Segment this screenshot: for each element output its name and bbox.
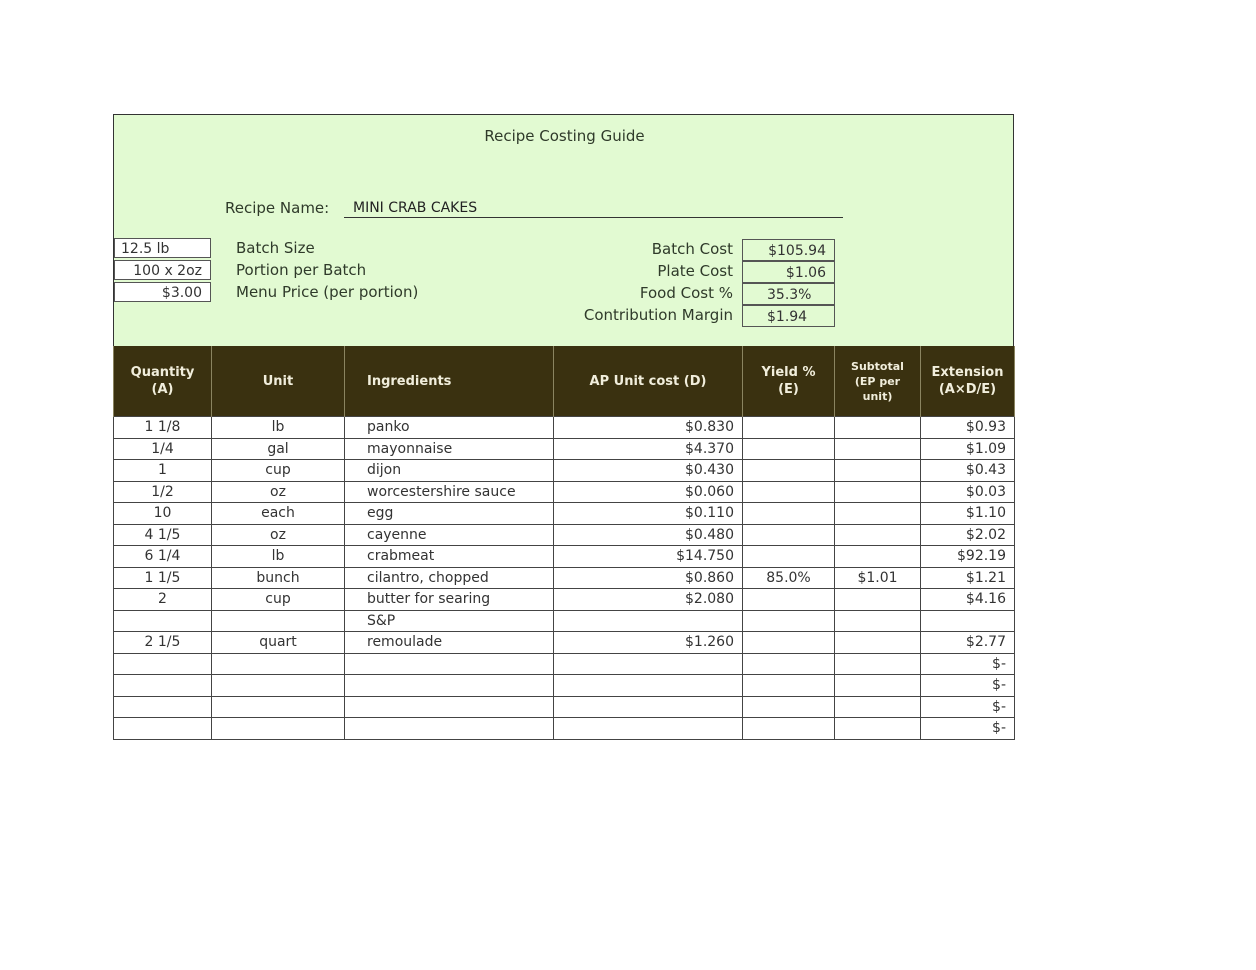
unit-cell[interactable]: each — [212, 503, 345, 525]
table-row — [114, 460, 1015, 482]
unit-cell[interactable]: cup — [212, 589, 345, 611]
yield-cell[interactable] — [743, 524, 835, 546]
unit-cell[interactable]: quart — [212, 632, 345, 654]
menu-price-cell[interactable]: $3.00 — [114, 282, 211, 302]
ap-unit-cost-cell[interactable] — [554, 675, 743, 697]
quantity-cell[interactable] — [114, 696, 212, 718]
page-title: Recipe Costing Guide — [484, 127, 645, 145]
yield-cell[interactable] — [743, 417, 835, 439]
subtotal-cell[interactable] — [835, 610, 921, 632]
ap-unit-cost-cell[interactable]: $0.480 — [554, 524, 743, 546]
unit-cell[interactable]: lb — [212, 546, 345, 568]
ingredient-cell[interactable]: cilantro, chopped — [345, 567, 554, 589]
table-row — [114, 438, 1015, 460]
ingredient-cell[interactable] — [345, 653, 554, 675]
subtotal-cell[interactable] — [835, 460, 921, 482]
ap-unit-cost-cell[interactable]: $4.370 — [554, 438, 743, 460]
yield-cell[interactable] — [743, 718, 835, 740]
ap-unit-cost-cell[interactable]: $14.750 — [554, 546, 743, 568]
yield-cell[interactable] — [743, 632, 835, 654]
subtotal-cell[interactable] — [835, 438, 921, 460]
table-row — [114, 524, 1015, 546]
ingredient-cell[interactable] — [345, 718, 554, 740]
ap-unit-cost-cell[interactable] — [554, 610, 743, 632]
batch-size-label: Batch Size — [236, 239, 315, 257]
batch-cost-cell[interactable]: $105.94 — [742, 239, 835, 261]
quantity-cell[interactable] — [114, 653, 212, 675]
quantity-cell[interactable]: 6 1/4 — [114, 546, 212, 568]
ingredient-cell[interactable]: cayenne — [345, 524, 554, 546]
quantity-cell[interactable]: 2 — [114, 589, 212, 611]
subtotal-cell[interactable] — [835, 632, 921, 654]
unit-cell[interactable] — [212, 675, 345, 697]
portion-per-batch-label: Portion per Batch — [236, 261, 367, 279]
ingredients-table — [113, 346, 1015, 740]
subtotal-cell[interactable]: $1.01 — [835, 567, 921, 589]
extension-cell[interactable]: $2.77 — [921, 632, 1015, 654]
portion-per-batch-cell[interactable]: 100 x 2oz — [114, 260, 211, 280]
subtotal-cell[interactable] — [835, 417, 921, 439]
subtotal-cell[interactable] — [835, 718, 921, 740]
contribution-margin-cell[interactable]: $1.94 — [742, 305, 835, 327]
ap-unit-cost-cell[interactable]: $0.110 — [554, 503, 743, 525]
food-cost-pct-cell[interactable]: 35.3% — [742, 283, 835, 305]
ap-unit-cost-cell[interactable] — [554, 718, 743, 740]
table-row — [114, 546, 1015, 568]
extension-cell[interactable]: $0.03 — [921, 481, 1015, 503]
ingredient-cell[interactable]: panko — [345, 417, 554, 439]
recipe-name-field[interactable]: MINI CRAB CAKES — [344, 199, 843, 218]
table-row — [114, 675, 1015, 697]
extension-cell[interactable]: $1.09 — [921, 438, 1015, 460]
extension-cell[interactable]: $- — [921, 653, 1015, 675]
extension-cell[interactable]: $1.10 — [921, 503, 1015, 525]
ap-unit-cost-cell[interactable]: $0.860 — [554, 567, 743, 589]
subtotal-cell[interactable] — [835, 589, 921, 611]
unit-cell[interactable]: oz — [212, 481, 345, 503]
table-row — [114, 417, 1015, 439]
ap-unit-cost-cell[interactable]: $2.080 — [554, 589, 743, 611]
extension-cell[interactable]: $- — [921, 696, 1015, 718]
quantity-cell[interactable]: 10 — [114, 503, 212, 525]
ap-unit-cost-cell[interactable]: $0.430 — [554, 460, 743, 482]
col-header-ingredients[interactable]: Ingredients — [345, 346, 554, 417]
col-header-yield[interactable]: Yield % (E) — [743, 346, 835, 417]
ingredient-cell[interactable]: S&P — [345, 610, 554, 632]
summary-panel — [113, 114, 1014, 347]
yield-cell[interactable] — [743, 589, 835, 611]
quantity-cell[interactable]: 1 1/8 — [114, 417, 212, 439]
unit-cell[interactable] — [212, 610, 345, 632]
table-row — [114, 718, 1015, 740]
extension-cell[interactable]: $- — [921, 718, 1015, 740]
ap-unit-cost-cell[interactable]: $0.830 — [554, 417, 743, 439]
subtotal-cell[interactable] — [835, 503, 921, 525]
subtotal-cell[interactable] — [835, 546, 921, 568]
subtotal-cell[interactable] — [835, 481, 921, 503]
unit-cell[interactable]: bunch — [212, 567, 345, 589]
unit-cell[interactable] — [212, 718, 345, 740]
col-header-unit[interactable]: Unit — [212, 346, 345, 417]
quantity-cell[interactable]: 2 1/5 — [114, 632, 212, 654]
subtotal-cell[interactable] — [835, 696, 921, 718]
yield-cell[interactable]: 85.0% — [743, 567, 835, 589]
yield-cell[interactable] — [743, 503, 835, 525]
ingredient-cell[interactable] — [345, 675, 554, 697]
ingredient-cell[interactable]: crabmeat — [345, 546, 554, 568]
unit-cell[interactable]: gal — [212, 438, 345, 460]
plate-cost-label: Plate Cost — [657, 262, 733, 280]
recipe-costing-sheet — [113, 114, 1014, 740]
yield-cell[interactable] — [743, 675, 835, 697]
ap-unit-cost-cell[interactable] — [554, 696, 743, 718]
yield-cell[interactable] — [743, 481, 835, 503]
yield-cell[interactable] — [743, 610, 835, 632]
ingredient-cell[interactable]: worcestershire sauce — [345, 481, 554, 503]
ingredient-cell[interactable]: remoulade — [345, 632, 554, 654]
quantity-cell[interactable]: 4 1/5 — [114, 524, 212, 546]
ingredient-cell[interactable]: dijon — [345, 460, 554, 482]
table-row — [114, 696, 1015, 718]
table-header-row — [114, 346, 1015, 417]
yield-cell[interactable] — [743, 438, 835, 460]
ap-unit-cost-cell[interactable]: $0.060 — [554, 481, 743, 503]
quantity-cell[interactable]: 1 1/5 — [114, 567, 212, 589]
yield-cell[interactable] — [743, 696, 835, 718]
table-row — [114, 653, 1015, 675]
unit-cell[interactable] — [212, 696, 345, 718]
quantity-cell[interactable] — [114, 718, 212, 740]
table-row — [114, 589, 1015, 611]
unit-cell[interactable]: cup — [212, 460, 345, 482]
subtotal-cell[interactable] — [835, 524, 921, 546]
table-row — [114, 503, 1015, 525]
unit-cell[interactable]: lb — [212, 417, 345, 439]
ap-unit-cost-cell[interactable] — [554, 653, 743, 675]
table-row — [114, 610, 1015, 632]
unit-cell[interactable]: oz — [212, 524, 345, 546]
recipe-name-label: Recipe Name: — [225, 199, 330, 217]
col-header-ap-unit-cost[interactable]: AP Unit cost (D) — [554, 346, 743, 417]
extension-cell[interactable] — [921, 610, 1015, 632]
ingredient-cell[interactable]: egg — [345, 503, 554, 525]
quantity-cell[interactable] — [114, 610, 212, 632]
food-cost-pct-label: Food Cost % — [639, 284, 733, 302]
table-row — [114, 567, 1015, 589]
extension-cell[interactable]: $0.93 — [921, 417, 1015, 439]
batch-size-cell[interactable]: 12.5 lb — [114, 238, 211, 258]
table-row — [114, 632, 1015, 654]
quantity-cell[interactable]: 1 — [114, 460, 212, 482]
quantity-cell[interactable]: 1/4 — [114, 438, 212, 460]
batch-cost-label: Batch Cost — [651, 240, 733, 258]
subtotal-cell[interactable] — [835, 675, 921, 697]
ingredient-cell[interactable] — [345, 696, 554, 718]
col-header-subtotal[interactable]: Subtotal (EP per unit) — [835, 346, 921, 417]
extension-cell[interactable]: $1.21 — [921, 567, 1015, 589]
contribution-margin-label: Contribution Margin — [583, 306, 733, 324]
menu-price-label: Menu Price (per portion) — [236, 283, 419, 301]
extension-cell[interactable]: $2.02 — [921, 524, 1015, 546]
unit-cell[interactable] — [212, 653, 345, 675]
ap-unit-cost-cell[interactable]: $1.260 — [554, 632, 743, 654]
extension-cell[interactable]: $92.19 — [921, 546, 1015, 568]
plate-cost-cell[interactable]: $1.06 — [742, 261, 835, 283]
col-header-extension[interactable]: Extension (A×D/E) — [921, 346, 1015, 417]
quantity-cell[interactable] — [114, 675, 212, 697]
subtotal-cell[interactable] — [835, 653, 921, 675]
col-header-quantity[interactable]: Quantity (A) — [114, 346, 212, 417]
yield-cell[interactable] — [743, 653, 835, 675]
ingredient-cell[interactable]: mayonnaise — [345, 438, 554, 460]
extension-cell[interactable]: $- — [921, 675, 1015, 697]
extension-cell[interactable]: $4.16 — [921, 589, 1015, 611]
yield-cell[interactable] — [743, 460, 835, 482]
table-row — [114, 481, 1015, 503]
ingredient-cell[interactable]: butter for searing — [345, 589, 554, 611]
extension-cell[interactable]: $0.43 — [921, 460, 1015, 482]
quantity-cell[interactable]: 1/2 — [114, 481, 212, 503]
yield-cell[interactable] — [743, 546, 835, 568]
